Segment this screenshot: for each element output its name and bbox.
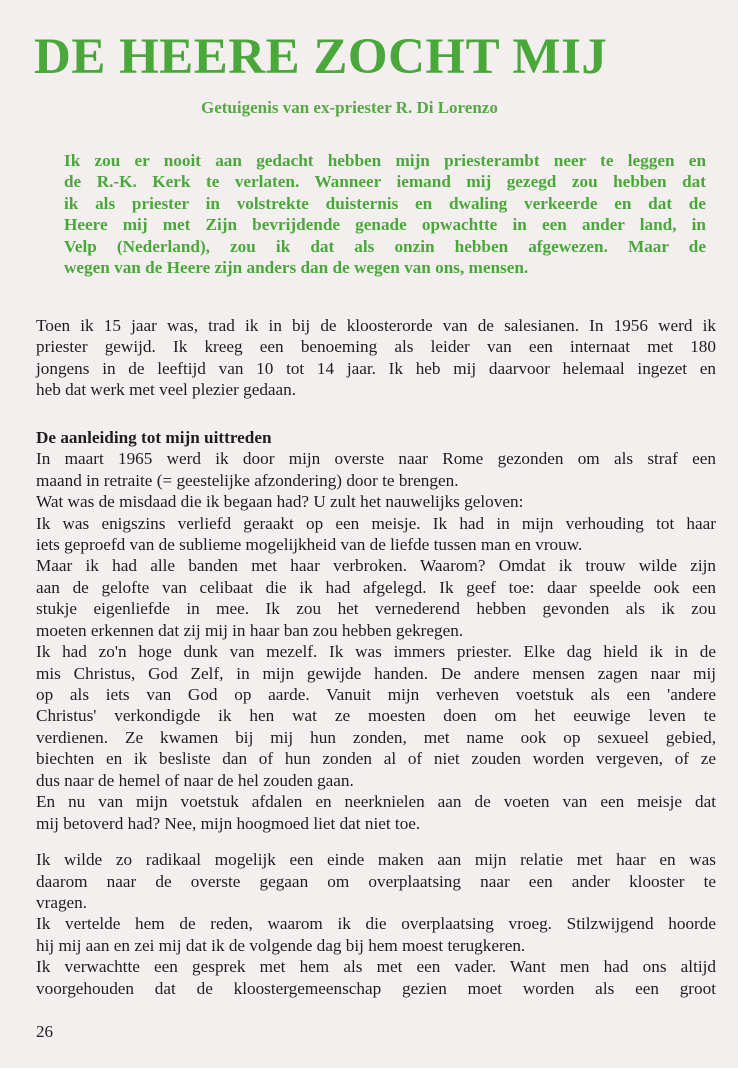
text-line: op als iets van God op aarde. Vanuit mijn verheven voetstuk als een 'andere: [36, 685, 716, 704]
text-line: biechten en ik besliste dan of hun zonden al of niet zouden worden vergeven, of ze: [36, 749, 716, 769]
intro-paragraph: [64, 150, 706, 278]
text-line: maand in retraite (= geestelijke afzondering) door te brengen.: [36, 470, 459, 490]
text-line: de R.-K. Kerk te verlaten. Wanneer iemand mij gezegd zou hebben dat: [64, 172, 706, 192]
text-line: verdienen. Ze kwamen bij mij hun zonden, met name ook op sexueel gebied,: [36, 727, 716, 747]
text-line: Maar ik had alle banden met haar verbroken. Waarom? Omdat ik trouw wilde zijn: [36, 556, 716, 576]
text-line: Wat was de misdaad die ik begaan had? U zult het nauwelijks geloven:: [36, 492, 524, 512]
text-line: vragen.: [36, 892, 88, 912]
text-line: Ik verwachtte een gesprek met hem als met een vader. Want men had ons altijd: [36, 957, 716, 977]
text-line: Heere mij met Zijn bevrijdende genade opwachtte in een ander land, in: [64, 215, 706, 235]
text-line: Toen ik 15 jaar was, trad ik in bij de kloosterorde van de salesianen. In 1956 werd ik: [36, 316, 716, 335]
text-line: voorgehouden dat de kloostergemeenschap gezien moet worden als een groot: [36, 978, 716, 998]
text-line: Ik was enigszins verliefd geraakt op een meisje. Ik had in mijn verhouding tot haar: [36, 513, 716, 533]
text-line: priester gewijd. Ik kreeg een benoeming als leider van een internaat met 180: [36, 337, 716, 357]
text-line: aan de gelofte van celibaat die ik had afgelegd. Ik geef toe: daar speelde ook een: [36, 577, 716, 597]
text-line: mij betoverd had? Nee, mijn hoogmoed liet dat niet toe.: [36, 813, 421, 833]
text-line: stukje eigenliefde in mee. Ik zou het vernederend hebben gevonden als ik zou: [36, 599, 716, 619]
section-heading: De aanleiding tot mijn uittreden: [36, 427, 272, 447]
text-line: Ik wilde zo radikaal mogelijk een einde maken aan mijn relatie met haar en was: [36, 850, 716, 870]
text-line: Ik vertelde hem de reden, waarom ik die overplaatsing vroeg. Stilzwijgend hoorde: [36, 914, 716, 934]
text-line: Ik had zo'n hoge dunk van mezelf. Ik was immers priester. Elke dag hield ik in de: [36, 642, 716, 662]
article-title: DE HEERE ZOCHT MIJ: [34, 29, 608, 85]
paragraph: [36, 849, 716, 999]
text-line: iets geproefd van de sublieme mogelijkheid van de liefde tussen man en vrouw.: [36, 534, 583, 554]
article-subtitle: Getuigenis van ex-priester R. Di Lorenzo: [201, 98, 498, 117]
text-line: hij mij aan en zei mij dat ik de volgende dag bij hem moest terugkeren.: [36, 935, 526, 955]
text-line: dus naar de hemel of naar de hel zouden gaan.: [36, 770, 354, 790]
text-line: heb dat werk met veel plezier gedaan.: [36, 380, 297, 400]
page-number: 26: [36, 1022, 53, 1041]
text-line: jongens in de leeftijd van 10 tot 14 jaar. Ik heb mij daarvoor helemaal ingezet en: [36, 358, 716, 378]
text-line: En nu van mijn voetstuk afdalen en neerknielen aan de voeten van een meisje dat: [36, 792, 716, 812]
text-line: wegen van de Heere zijn anders dan de wegen van ons, mensen.: [64, 257, 529, 277]
text-line: Ik zou er nooit aan gedacht hebben mijn priesterambt neer te leggen en: [64, 151, 706, 170]
text-line: ik als priester in volstrekte duisternis en dwaling verkeerde en dat de: [64, 193, 706, 213]
text-line: In maart 1965 werd ik door mijn overste naar Rome gezonden om als straf een: [36, 449, 716, 469]
text-line: Christus' verkondigde ik hen wat ze moesten doen om het eeuwige leven te: [36, 706, 716, 726]
text-line: mis Christus, God Zelf, in mijn gewijde handen. De andere mensen zagen naar mij: [36, 663, 716, 683]
article-body: [36, 315, 716, 999]
text-line: daarom naar de overste gegaan om overplaatsing naar een ander klooster te: [36, 871, 716, 891]
paragraph: [36, 448, 716, 834]
text-line: Velp (Nederland), zou ik dat als onzin hebben afgewezen. Maar de: [64, 236, 706, 256]
text-line: moeten erkennen dat zij mij in haar ban zou hebben gekregen.: [36, 620, 464, 640]
paragraph: [36, 315, 716, 401]
